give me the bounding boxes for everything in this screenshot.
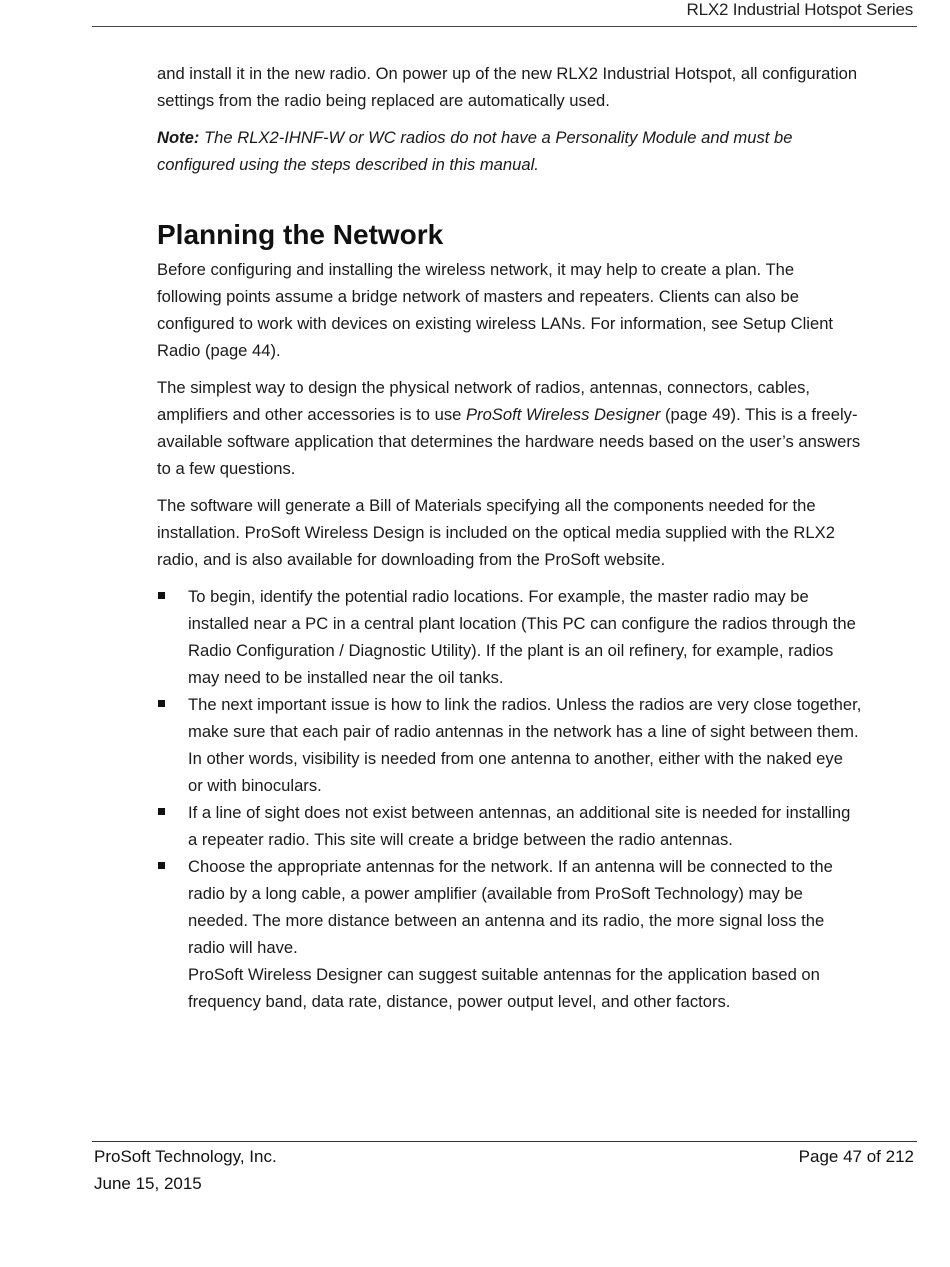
list-item-text: If a line of sight does not exist between antennas, an additional site is needed for installing a repeater radio. This site will create a bridge between the radio antennas. — [188, 803, 851, 849]
bullet-square-icon — [158, 592, 165, 599]
bullet-square-icon — [158, 700, 165, 707]
footer-company: ProSoft Technology, Inc. — [94, 1147, 277, 1166]
bullet-square-icon — [158, 808, 165, 815]
list-item — [157, 583, 862, 691]
paragraph-designer — [157, 374, 862, 482]
list-item-continuation: ProSoft Wireless Designer can suggest suitable antennas for the application based on frequency band, data rate, distance, power output level, and other factors. — [188, 965, 820, 1011]
list-item — [157, 853, 862, 1015]
page-footer — [92, 1141, 917, 1193]
paragraph-bill-of-materials: The software will generate a Bill of Materials specifying all the components needed for the installation. ProSoft Wireless Design is included on the optical media supplied with the RLX2 radio, and is also available for downloading from the ProSoft website. — [157, 496, 835, 569]
paragraph-planning: Before configuring and installing the wireless network, it may help to create a plan. The following points assume a bridge network of masters and repeaters. Clients can also be configured to work with devices on existing wireless LANs. For information, see Setup Client Radio (page 44). — [157, 260, 834, 360]
bullet-square-icon — [158, 862, 165, 869]
page-header — [92, 0, 917, 27]
designer-link-text: ProSoft Wireless Designer — [465, 405, 661, 424]
page-content — [157, 60, 862, 1015]
bullet-list — [157, 583, 862, 1015]
designer-text-before: The simplest way to design the physical network of radios, antennas, connectors, cables, amplifiers and other accessories is to use — [157, 378, 811, 424]
header-title: RLX2 Industrial Hotspot Series — [686, 0, 913, 19]
footer-page-number: Page 47 of 212 — [798, 1147, 914, 1166]
footer-date: June 15, 2015 — [94, 1174, 202, 1193]
list-item-text: The next important issue is how to link the radios. Unless the radios are very close together, make sure that each pair of radio antennas in the network has a line of sight between them. In other words, visibility is needed from one antenna to another, either with the naked eye or with binoculars. — [188, 695, 862, 795]
designer-text-after: (page 49). This is a freely-available software application that determines the hardware needs based on the user’s answers to a few questions. — [157, 405, 861, 478]
note-paragraph — [157, 124, 862, 178]
note-label: Note: — [157, 128, 200, 147]
list-item-text: Choose the appropriate antennas for the network. If an antenna will be connected to the radio by a long cable, a power amplifier (available from ProSoft Technology) may be needed. The more distance between an antenna and its radio, the more signal loss the radio will have. — [188, 857, 833, 957]
list-item — [157, 691, 862, 799]
list-item-text: To begin, identify the potential radio locations. For example, the master radio may be installed near a PC in a central plant location (This PC can configure the radios through the Radio Configuration / Diagnostic Utility). If the plant is an oil refinery, for example, radios may need to be installed near the oil tanks. — [188, 587, 856, 687]
list-item — [157, 799, 862, 853]
section-heading: Planning the Network — [157, 219, 444, 250]
intro-paragraph: and install it in the new radio. On power up of the new RLX2 Industrial Hotspot, all configuration settings from the radio being replaced are automatically used. — [157, 64, 858, 110]
note-text: The RLX2-IHNF-W or WC radios do not have a Personality Module and must be configured using the steps described in this manual. — [157, 128, 793, 174]
